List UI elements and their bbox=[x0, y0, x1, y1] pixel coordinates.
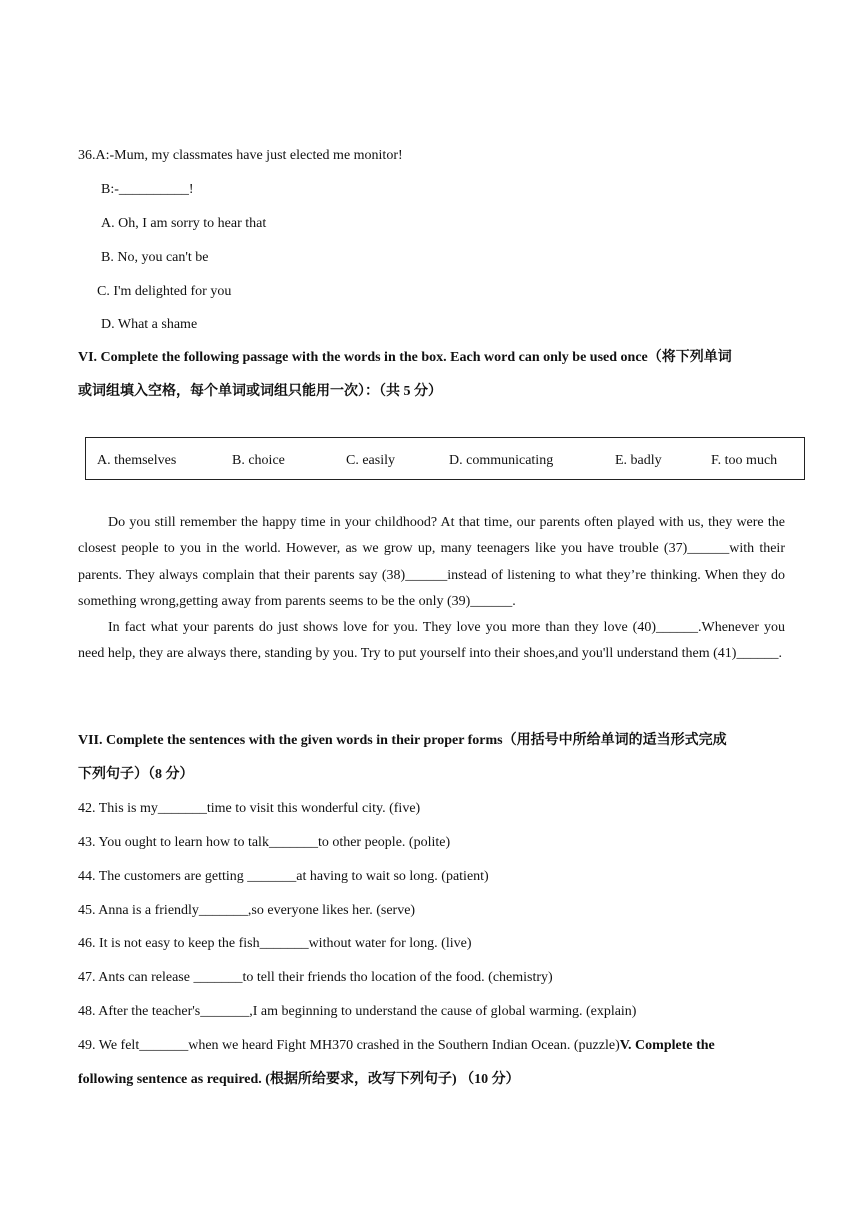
word-box-item: D. communicating bbox=[449, 453, 554, 468]
q36-option-d: D. What a shame bbox=[101, 317, 198, 332]
passage-paragraph-1: Do you still remember the happy time in your childhood? At that time, our parents often played with us, they were the closest people to you in the world. However, as we grow up, many teenagers like you have trouble (37)______with their parents. They always complain that their parents say (38)______instead of listening to what they’re thinking. When they do something wrong,getting away from parents seems to be the only (39)______. bbox=[78, 515, 785, 609]
section7-heading-line2: 下列句子）（8 分） bbox=[78, 767, 194, 782]
q45: 45. Anna is a friendly_______,so everyone likes her. (serve) bbox=[78, 903, 416, 918]
word-box-item: E. badly bbox=[615, 453, 662, 468]
section5-heading-line2: following sentence as required. (根据所给要求，改写下列句子) （10 分） bbox=[78, 1072, 520, 1087]
q36-option-a: A. Oh, I am sorry to hear that bbox=[101, 216, 267, 231]
q48: 48. After the teacher's_______,I am beginning to understand the cause of global warming. (explain) bbox=[78, 1004, 637, 1019]
passage-paragraph-2: In fact what your parents do just shows love for you. They love you more than they love (40)______.Whenever you need help, they are always there, standing by you. Try to put yourself into their shoes,and you'll understand them (41)______. bbox=[78, 620, 785, 662]
q36-option-b: B. No, you can't be bbox=[101, 250, 209, 265]
word-box bbox=[85, 437, 805, 480]
q36-option-c: C. I'm delighted for you bbox=[97, 284, 232, 299]
q43: 43. You ought to learn how to talk_______to other people. (polite) bbox=[78, 835, 451, 850]
section6-heading-line2: 或词组填入空格，每个单词或词组只能用一次）：（共 5 分） bbox=[78, 384, 442, 399]
q49-line bbox=[78, 1038, 715, 1054]
q36-reply: B:-__________! bbox=[101, 182, 194, 197]
q42: 42. This is my_______time to visit this wonderful city. (five) bbox=[78, 801, 421, 816]
section5-heading-part1: V. Complete the bbox=[619, 1038, 715, 1053]
word-box-item: A. themselves bbox=[97, 453, 177, 468]
q49: 49. We felt_______when we heard Fight MH370 crashed in the Southern Indian Ocean. (puzzle) bbox=[78, 1038, 620, 1053]
word-box-item: B. choice bbox=[232, 453, 285, 468]
word-box-item: C. easily bbox=[346, 453, 395, 468]
q46: 46. It is not easy to keep the fish_______without water for long. (live) bbox=[78, 936, 472, 951]
q36-question: 36.A:-Mum, my classmates have just elected me monitor! bbox=[78, 148, 403, 163]
section7-heading-line1: VII. Complete the sentences with the given words in their proper forms（用括号中所给单词的适当形式完成 bbox=[78, 733, 727, 748]
word-box-item: F. too much bbox=[711, 453, 778, 468]
q44: 44. The customers are getting _______at having to wait so long. (patient) bbox=[78, 869, 489, 884]
q47: 47. Ants can release _______to tell their friends tho location of the food. (chemistry) bbox=[78, 970, 553, 985]
section6-heading-line1: VI. Complete the following passage with the words in the box. Each word can only be used once（将下列单词 bbox=[78, 350, 732, 365]
